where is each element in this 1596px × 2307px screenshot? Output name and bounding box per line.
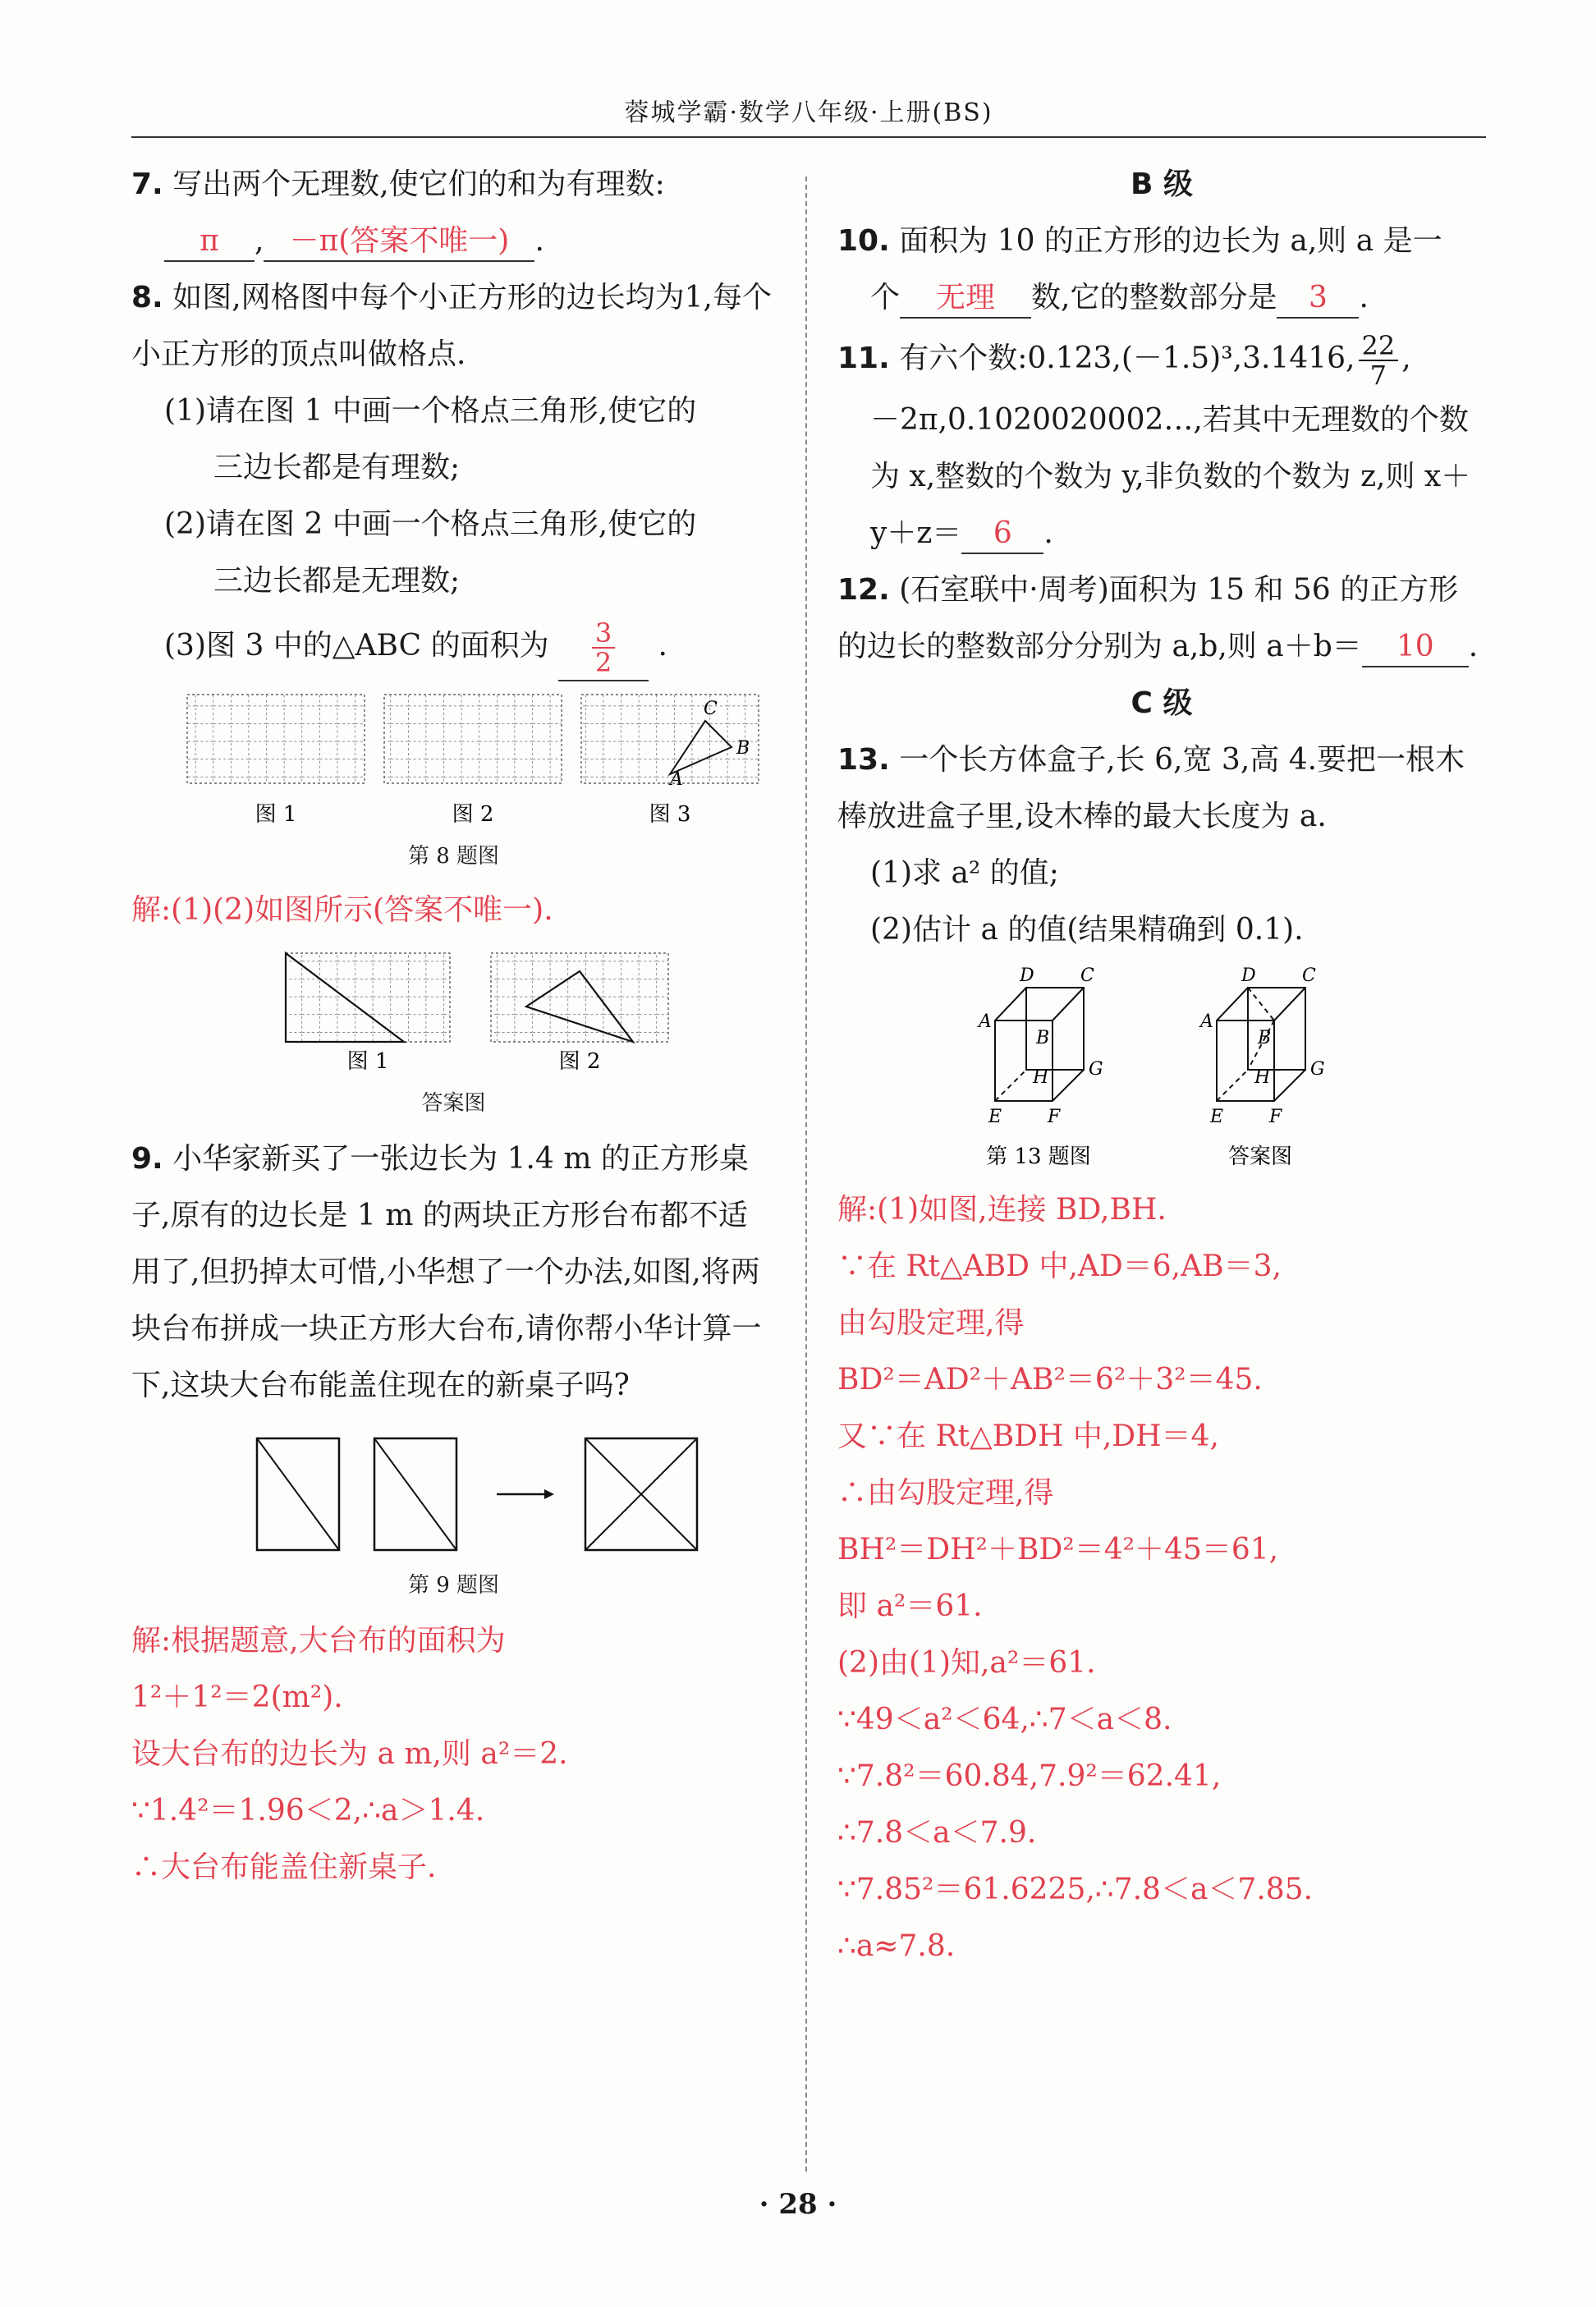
q11-blank: 6 [961,515,1043,554]
grid-fig2 [384,695,562,783]
svg-text:A: A [1200,1011,1213,1032]
q11: 11. 有六个数:0.123,(－1.5)³,3.1416, $\frac{22}{7}$ , [837,330,1411,391]
q9: 9. 小华家新买了一张边长为 1.4 m 的正方形桌子,原有的边长是 1 m 的两块正方形台布都不适用了,但扔掉太可惜,小华想了一个办法,如图,将两块台布拼成一块正方形大台布,请你帮小华计算一下,这块大台布能盖住现在的新桌子吗? [131,1142,762,1402]
svg-text:A: A [979,1011,992,1032]
svg-text:图 2: 图 2 [558,1049,600,1074]
q8-blank: $\frac{3}{2}$ [558,619,649,681]
svg-text:图 1: 图 1 [255,802,296,827]
q7: 7. 写出两个无理数,使它们的和为有理数: [131,167,665,201]
q13: 13. 一个长方体盒子,长 6,宽 3,高 4.要把一根木棒放进盒子里,设木棒的最大长度为 a. [837,743,1465,833]
q12: 12. (石室联中·周考)面积为 15 和 56 的正方形的边长的整数部分分别为 a,b,则 a＋b＝ 10 . [837,562,1486,675]
svg-text:图 2: 图 2 [452,802,493,827]
svg-text:H: H [1033,1067,1049,1088]
svg-text:F: F [1269,1107,1282,1127]
level-c: C 级 [1130,686,1193,720]
q10-line2: 个 无理 数,它的整数部分是 3 . [837,269,1486,326]
q8-part1b: 三边长都是有理数; [213,451,461,484]
svg-text:B: B [1036,1028,1050,1048]
q13-solution: 解:(1)如图,连接 BD,BH. ∵在 Rt△ABD 中,AD＝6,AB＝3, 由勾股定理,得 BD²＝AD²＋AB²＝6²＋3²＝45. 又∵在 Rt△BDH 中,DH＝4, ∴由勾股定理,得 BH²＝DH²＋BD²＝4²＋45＝61, 即 a²＝61. (2)由(1)知,a²＝61. ∵49＜a²＜64,∴7＜a＜8. ∵7.8²＝60.84,7.9²＝62.41, ∴7.8＜a＜7.9. ∵7.85²＝61.6225,∴7.8＜a＜7.85. ∴a≈7.8. [837,1193,1314,1963]
q12-blank: 10 [1362,628,1469,667]
q8-part1: (1)请在图 1 中画一个格点三角形,使它的 [164,394,697,428]
column-divider [805,177,807,2172]
svg-text:G: G [1089,1059,1103,1080]
q11-line2: －2π,0.1020020002…,若其中无理数的个数为 x,整数的个数为 y,非负数的个数为 z,则 x＋y＋z＝ 6 . [837,392,1486,562]
q11-fraction: $\frac{22}{7}$ [1359,332,1399,389]
pt-A: A [669,769,683,790]
q8-fig-labels [142,800,766,829]
svg-text:C: C [1080,965,1094,986]
q13-figures [837,963,1486,1135]
svg-text:C: C [1302,965,1316,986]
answer-grid-2 [491,953,668,1042]
svg-text:图 1: 图 1 [346,1049,388,1074]
q10-blank-2: 3 [1277,279,1359,319]
q10-blank-1: 无理 [900,279,1031,319]
q13-part2: (2)估计 a 的值(结果精确到 0.1). [870,913,1304,947]
grid-fig1 [187,695,365,783]
q13-captions [837,1140,1486,1173]
q8-solution: 解:(1)(2)如图所示(答案不唯一). [131,893,553,927]
svg-text:D: D [1241,965,1256,986]
level-b: B 级 [1130,167,1193,201]
q7-blank-2: －π(答案不唯一) [264,222,534,262]
svg-text:D: D [1020,965,1034,986]
q8-answer-figures [142,943,766,1075]
q9-figure [142,1429,766,1560]
page-number: · 28 · [759,2188,837,2221]
svg-text:F: F [1048,1107,1061,1127]
q8-part2b: 三边长都是无理数; [213,564,461,598]
q8-part2: (2)请在图 2 中画一个格点三角形,使它的 [164,507,697,541]
q13-part1: (1)求 a² 的值; [870,856,1059,890]
q8-fig-caption: 第 8 题图 [407,844,500,869]
answer-grid-1 [286,953,450,1042]
q8-figures [142,688,766,795]
pt-C: C [703,699,718,719]
page-header: 蓉城学霸·数学八年级·上册(BS) [624,99,993,127]
header-rule [131,136,1486,138]
svg-text:B: B [1258,1028,1272,1048]
right-column [837,156,1486,1974]
svg-text:G: G [1310,1059,1325,1080]
svg-text:答案图: 答案图 [1227,1144,1293,1169]
svg-text:H: H [1254,1067,1271,1088]
svg-text:E: E [988,1107,1002,1127]
pt-B: B [736,738,750,759]
q7-answer: π , －π(答案不唯一) . [131,213,776,269]
q8-answer-caption: 答案图 [421,1091,486,1116]
svg-text:第 13 题图: 第 13 题图 [986,1144,1091,1169]
svg-text:E: E [1210,1107,1224,1127]
q10: 10. 面积为 10 的正方形的边长为 a,则 a 是一 [837,224,1442,258]
q7-blank-1: π [164,222,255,262]
q9-solution: 解:根据题意,大台布的面积为 1²＋1²＝2(m²). 设大台布的边长为 a m,则 a²＝2. ∵1.4²＝1.96＜2,∴a＞1.4. ∴大台布能盖住新桌子. [131,1624,568,1884]
q8-part3: (3)图 3 中的△ABC 的面积为 $\frac{3}{2}$ . [131,609,776,683]
q9-fig-caption: 第 9 题图 [407,1573,500,1598]
left-column [131,156,776,1896]
svg-text:图 3: 图 3 [649,802,690,827]
q8: 8. 如图,网格图中每个小正方形的边长均为1,每个小正方形的顶点叫做格点. [131,281,772,371]
